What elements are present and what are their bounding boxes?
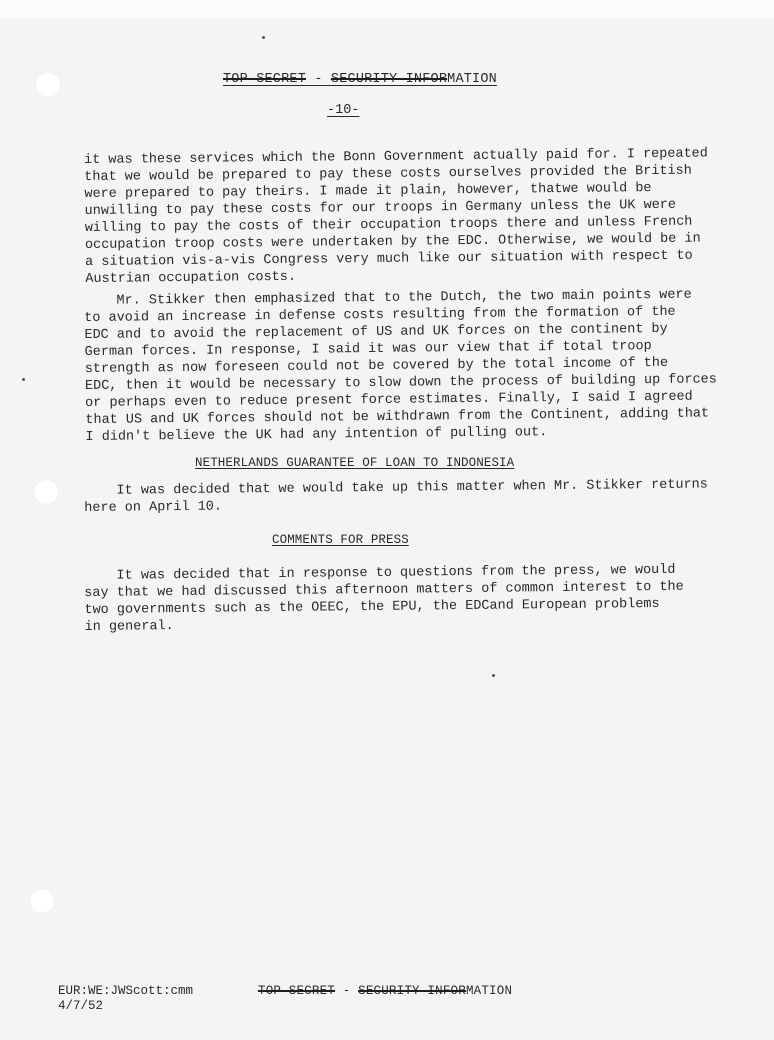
drafting-date: 4/7/52 bbox=[58, 999, 104, 1013]
text-line: here on April 10. bbox=[84, 499, 223, 516]
header-classification-separator: - bbox=[306, 72, 331, 87]
paragraph-bonn-costs bbox=[84, 145, 707, 288]
text-line: occupation troop costs were undertaken by the EDC. Otherwise, we would be in bbox=[84, 231, 701, 253]
drafting-reference bbox=[58, 984, 193, 1014]
text-line: two governments such as the OEEC, the EPU, the EDCand European problems bbox=[84, 596, 660, 618]
footer-classification-separator: - bbox=[335, 984, 359, 998]
text-line: Austrian occupation costs. bbox=[85, 269, 297, 287]
text-line: say that we had discussed this afternoon matters of common interest to the bbox=[84, 579, 684, 601]
text-line: strength as now foreseen could not be covered by the total income of the bbox=[84, 355, 669, 377]
text-line: that we would be prepared to pay these costs ourselves provided the British bbox=[84, 163, 692, 185]
section-heading-comments-for-press: COMMENTS FOR PRESS bbox=[272, 533, 409, 547]
text-line: to avoid an increase in defense costs resulting from the formation of the bbox=[84, 304, 676, 326]
paper-speck bbox=[492, 674, 495, 677]
paragraph-press-response bbox=[84, 561, 707, 636]
text-line: EDC, then it would be necessary to slow down the process of building up forces bbox=[84, 372, 717, 394]
text-line: It was decided that in response to questions from the press, we would bbox=[84, 562, 676, 584]
punch-hole-top bbox=[35, 72, 61, 98]
paragraph-loan-decision bbox=[84, 476, 706, 517]
header-classification-tail: MATION bbox=[447, 72, 497, 87]
drafting-office-initials: EUR:WE:JWScott:cmm bbox=[58, 984, 194, 998]
text-line: unwilling to pay these costs for our troops in Germany unless the UK were bbox=[84, 197, 677, 219]
footer-classification-struck-2: SECURITY INFOR bbox=[358, 984, 466, 998]
header-classification-struck-2: SECURITY INFOR bbox=[330, 72, 448, 87]
footer-classification-tail: MATION bbox=[465, 984, 513, 998]
punch-hole-middle bbox=[33, 479, 59, 505]
text-line: I didn't believe the UK had any intention of pulling out. bbox=[85, 425, 548, 445]
header-classification bbox=[223, 72, 497, 87]
paper-speck bbox=[262, 36, 265, 39]
punch-hole-bottom bbox=[29, 888, 55, 914]
header-classification-struck-1: TOP SECRET bbox=[223, 72, 307, 87]
text-line: a situation vis-a-vis Congress very much like our situation with respect to bbox=[85, 248, 693, 270]
text-line: willing to pay the costs of their occupation troops there and unless French bbox=[84, 214, 693, 236]
paragraph-stikker-dutch bbox=[84, 286, 717, 446]
text-line: Mr. Stikker then emphasized that to the Dutch, the two main points were bbox=[84, 287, 692, 309]
text-line: EDC and to avoid the replacement of US and UK forces on the continent by bbox=[84, 321, 668, 343]
text-line: it was these services which the Bonn Government actually paid for. I repeated bbox=[84, 146, 708, 168]
text-line: in general. bbox=[84, 619, 174, 635]
footer-classification bbox=[258, 984, 512, 998]
page-number: -10- bbox=[327, 103, 360, 118]
text-line: German forces. In response, I said it was our view that if total troop bbox=[84, 339, 652, 360]
text-line: were prepared to pay theirs. I made it plain, however, thatwe would be bbox=[84, 181, 652, 202]
text-line: It was decided that we would take up this matter when Mr. Stikker returns bbox=[84, 477, 708, 499]
section-heading-netherlands-guarantee: NETHERLANDS GUARANTEE OF LOAN TO INDONESIA bbox=[195, 456, 515, 470]
text-line: or perhaps even to reduce present force estimates. Finally, I said I agreed bbox=[85, 389, 693, 411]
text-line: that US and UK forces should not be withdrawn from the Continent, adding that bbox=[85, 406, 710, 428]
footer-classification-struck-1: TOP SECRET bbox=[258, 984, 336, 998]
paper-speck bbox=[22, 378, 25, 381]
